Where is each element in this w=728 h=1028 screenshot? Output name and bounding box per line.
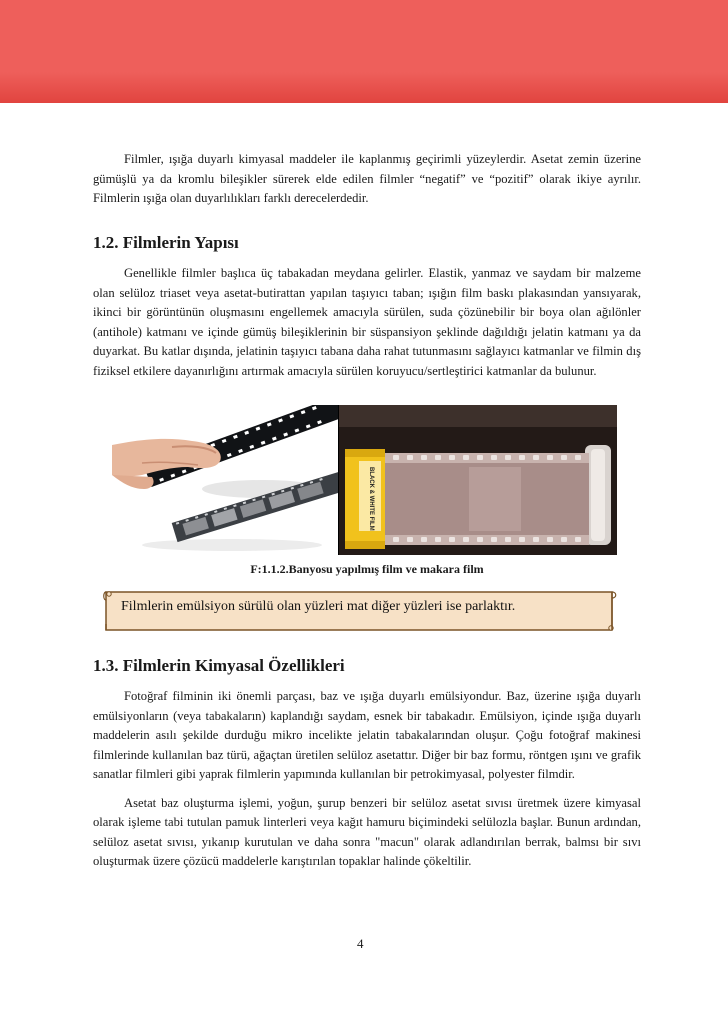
- figure-photos: [112, 405, 617, 555]
- section-heading-1-3: 1.3. Filmlerin Kimyasal Özellikleri: [93, 656, 345, 675]
- section-1-2-body: [93, 264, 641, 381]
- note-scroll-box: [103, 588, 617, 634]
- header-band-shade: [0, 72, 728, 103]
- section-1-2-paragraph: Genellikle filmler başlıca üç tabakadan meydana gelirler. Elastik, yanmaz ve saydam bir malzeme olan selüloz triaset veya asetat-butirattan yapılan taşıyıcı taban; ışığın film baskı plakasından yansıyarak, ikinci bir görüntünün oluşmasını engellemek amacıyla sürülen, suda çözünebilir bir boya olan ağılönler (antihole) katmanı ve içinde gümüş bileşiklerinin bir süspansiyon şeklinde dağıldığı jelatin katmanı ya da duyarkat. Bu katlar dışında, jelatinin taşıyıcı tabana daha rahat tutunmasını sağlayıcı katmanlar ve filmin dış fiziksel etkilere dayanırlığını artırmak amacıyla sürülen koruyucu/sertleştirici katmanlar da bulunur.: [93, 266, 641, 378]
- intro-paragraph: Filmler, ışığa duyarlı kimyasal maddeler ile kaplanmış geçirimli yüzeylerdir. Asetat zemin üzerine gümüşlü ya da kromlu bileşikler sürerek elde edilen filmler “negatif” ve “pozitif” olarak ikiye ayrılır. Filmlerin ışığa olan duyarlılıkları farklı derecelerdedir.: [93, 152, 641, 205]
- page-number: 4: [357, 936, 364, 951]
- section-1-3-body: [93, 687, 641, 872]
- section-1-3-paragraph-1: Fotoğraf filminin iki önemli parçası, baz ve ışığa duyarlı emülsiyondur. Baz, üzerine ışığa duyarlı emülsiyonların (veya tabakaların) kaplandığı saydam, esnek bir tabakadır. Emülsiyon, içinde ışığa duyarlı maddelerin asılı şekilde durduğu mikro incelikte jelatin tabakalarından oluşur. Çoğu fotoğraf makinesi filmlerinde kullanılan baz türü, ağaçtan üretilen selüloz asetattır. Diğer bir baz formu, röntgen ışını ve grafik sanatlar filmleri gibi yaprak filmlerin yapımında kullanılan bir petrokimyasal, polyester filmdir.: [93, 689, 641, 781]
- intro-block: [93, 150, 641, 209]
- figure-caption: F:1.1.2.Banyosu yapılmış film ve makara film: [250, 562, 484, 576]
- section-1-3-paragraph-2: Asetat baz oluşturma işlemi, yoğun, şurup benzeri bir selüloz asetat sıvısı üretmek üzere kimyasal olarak işleme tabi tutulan pamuk linterleri veya kağıt hamuru biçimindeki selülozla başlar. Bunun ardından, selüloz asetat sıvısı, yıkanıp kurutulan ve daha sonra "macun" olarak adlandırılan berrak, balmsı bir sıvı oluşturmak üzere çözücü maddelerle karıştırılan topaklar halinde çökeltilir.: [93, 795, 641, 868]
- section-heading-1-2: 1.2. Filmlerin Yapısı: [93, 233, 239, 252]
- film-strip-photo: [112, 405, 338, 555]
- film-canister-photo: [339, 405, 617, 555]
- header-band: [0, 0, 728, 103]
- canister-label: BLACK & WHITE FILM: [368, 467, 374, 531]
- note-text: Filmlerin emülsiyon sürülü olan yüzleri mat diğer yüzleri ise parlaktır.: [121, 599, 516, 614]
